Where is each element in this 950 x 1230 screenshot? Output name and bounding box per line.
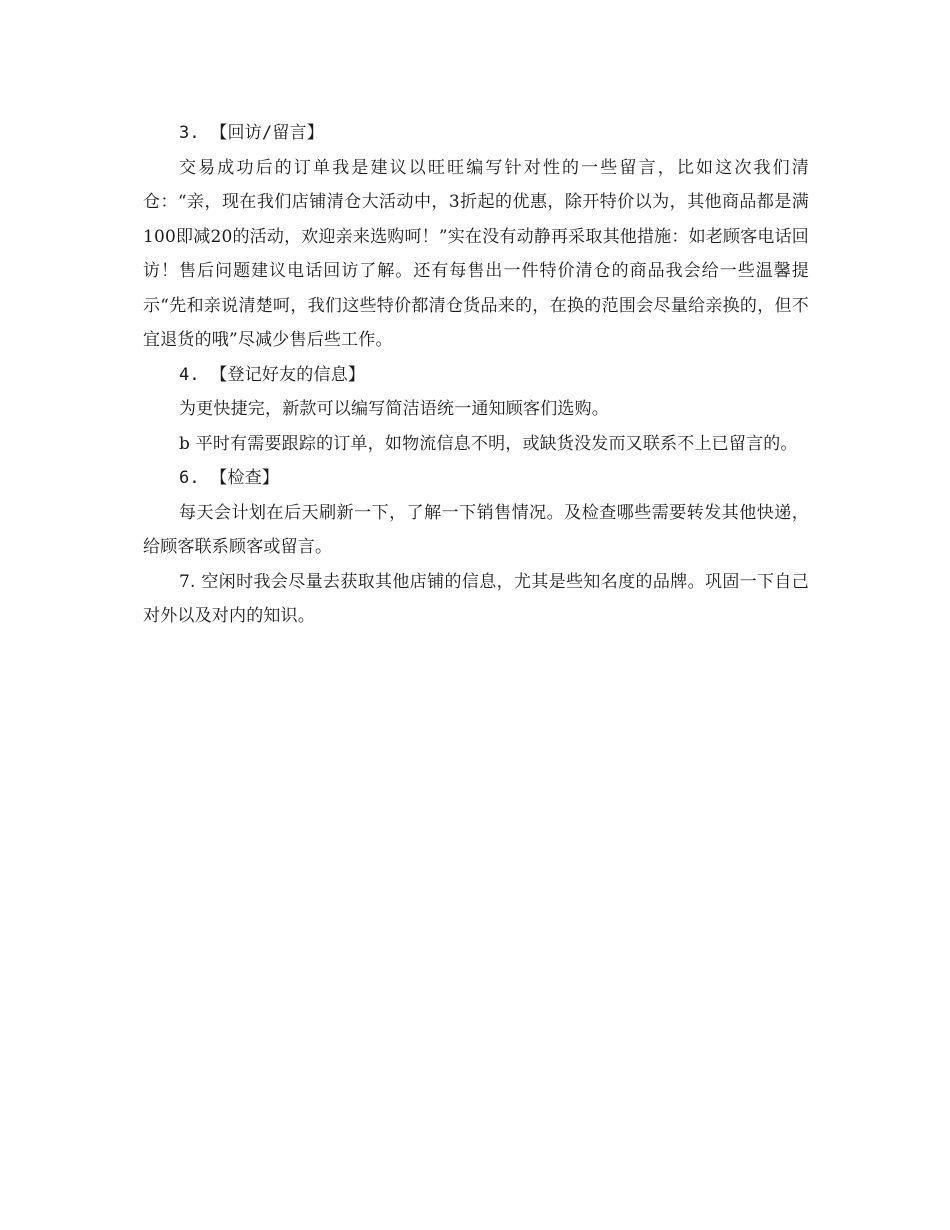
paragraph-spare-time: 7. 空闲时我会尽量去获取其他店铺的信息，尤其是些知名度的品牌。巩固一下自己对外以及对内的知识。 (143, 571, 809, 626)
paragraph-new-items: 为更快捷完，新款可以编写简洁语统一通知顾客们选购。 (179, 399, 609, 419)
paragraph-daily-check: 每天会计划在后天刷新一下，了解一下销售情况。及检查哪些需要转发其他快递，给顾客联系顾客或留言。 (143, 502, 809, 557)
section-heading-callback: 3. 【回访/留言】 (179, 123, 324, 143)
paragraph-callback-body: 交易成功后的订单我是建议以旺旺编写针对性的一些留言，比如这次我们清仓：“亲，现在我们店铺清仓大活动中，3折起的优惠，除开特价以为，其他商品都是满100即减20的活动，欢迎亲来选购呵！”实在没有动静再采取其他措施：如老顾客电话回访！售后问题建议电话回访了解。还有每售出一件特价清仓的商品我会给一些温馨提示“先和亲说清楚呵，我们这些特价都清仓货品来的，在换的范围会尽量给亲换的，但不宜退货的哦”尽减少售后些工作。 (143, 157, 809, 350)
paragraph-tracking-orders: b 平时有需要跟踪的订单，如物流信息不明，或缺货没发而又联系不上已留言的。 (179, 433, 798, 454)
document-body (143, 116, 809, 634)
section-heading-friend-info: 4. 【登记好友的信息】 (179, 364, 366, 385)
section-heading-check: 6. 【检查】 (179, 468, 280, 488)
